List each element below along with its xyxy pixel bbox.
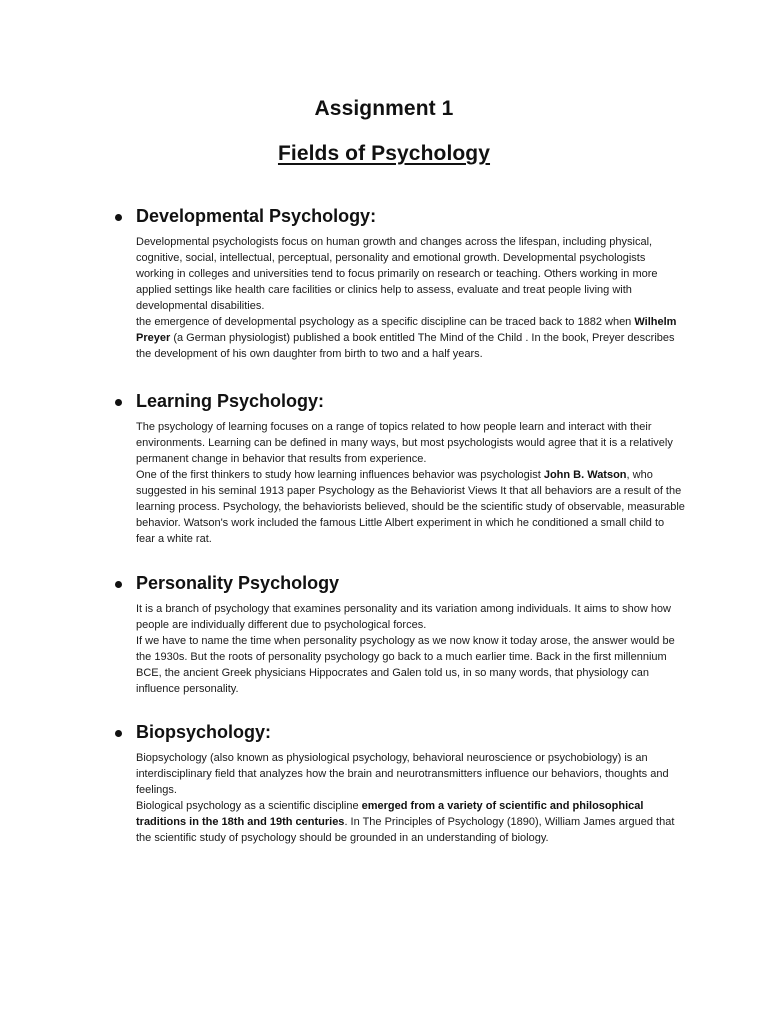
section-heading-row <box>115 391 685 419</box>
document-subtitle: Fields of Psychology <box>277 142 491 165</box>
text-run: (a German physiologist) published a book entitled The Mind of the Child . In the book, Preyer describes the development of his own daughter from birth to two and a half years. <box>136 332 675 360</box>
section-heading-row <box>115 206 685 234</box>
text-run: the emergence of developmental psychology as a specific discipline can be traced back to 1882 when <box>136 316 635 328</box>
bullet-icon <box>115 214 122 221</box>
section-heading: Personality Psychology <box>136 573 340 593</box>
paragraph: Developmental psychologists focus on human growth and changes across the lifespan, including physical, cognitive, social, intellectual, perceptual, personality and emotional growth. Developmental psychologists working in colleges and universities tend to focus primarily on research or teaching. Others working in more applied settings like health care facilities or clinics help to assess, evaluate and treat people living with developmental disabilities. <box>136 236 658 312</box>
section-biopsychology <box>115 722 685 846</box>
paragraph: If we have to name the time when personality psychology as we now know it today arose, the answer would be the 1930s. But the roots of personality psychology go back to a much earlier time. Back in the first millennium BCE, the ancient Greek physicians Hippocrates and Galen told us, in so many words, that physiology can influence personality. <box>136 635 675 695</box>
paragraph <box>136 467 685 547</box>
section-body <box>136 750 685 846</box>
section-body <box>136 601 685 697</box>
section-learning <box>115 391 685 547</box>
bullet-icon <box>115 399 122 406</box>
paragraph <box>136 798 685 846</box>
text-run: . In The Principles of Psychology (1890), William James argued that the scientific study of psychology should be grounded in an understanding of biology. <box>136 816 675 844</box>
paragraph: It is a branch of psychology that examines personality and its variation among individuals. It aims to show how people are individually different due to psychological forces. <box>136 603 671 631</box>
paragraph <box>136 314 685 362</box>
section-heading: Biopsychology: <box>136 722 272 742</box>
section-body <box>136 234 685 362</box>
paragraph: The psychology of learning focuses on a range of topics related to how people learn and interact with their environments. Learning can be defined in many ways, but most psychologists would agree that it is a relatively permanent change in behavior that results from experience. <box>136 421 673 465</box>
paragraph: Biopsychology (also known as physiological psychology, behavioral neuroscience or psychobiology) is an interdisciplinary field that analyzes how the brain and neurotransmitters influence our behaviors, thoughts and feelings. <box>136 752 669 796</box>
bullet-icon <box>115 581 122 588</box>
bullet-icon <box>115 730 122 737</box>
section-heading: Developmental Psychology: <box>136 206 377 226</box>
bold-name: Wilhelm Preyer <box>136 316 677 344</box>
section-heading: Learning Psychology: <box>136 391 325 411</box>
text-run: One of the first thinkers to study how learning influences behavior was psychologist <box>136 469 544 481</box>
text-run: Biological psychology as a scientific discipline <box>136 800 362 812</box>
section-body <box>136 419 685 547</box>
section-developmental <box>115 206 685 362</box>
bold-name: John B. Watson <box>543 469 627 481</box>
text-run: , who suggested in his seminal 1913 paper Psychology as the Behaviorist Views It that all behaviors are a result of the learning process. Psychology, the behaviorists believed, should be the scientific study of observable, measurable behavior. Watson's work included the famous Little Albert experiment in which he conditioned a small child to fear a white rat. <box>136 469 685 545</box>
section-heading-row <box>115 722 685 750</box>
bold-phrase: emerged from a variety of scientific and philosophical traditions in the 18th and 19th centuries <box>136 800 644 828</box>
section-personality <box>115 573 685 697</box>
assignment-title: Assignment 1 <box>314 97 454 120</box>
section-heading-row <box>115 573 685 601</box>
